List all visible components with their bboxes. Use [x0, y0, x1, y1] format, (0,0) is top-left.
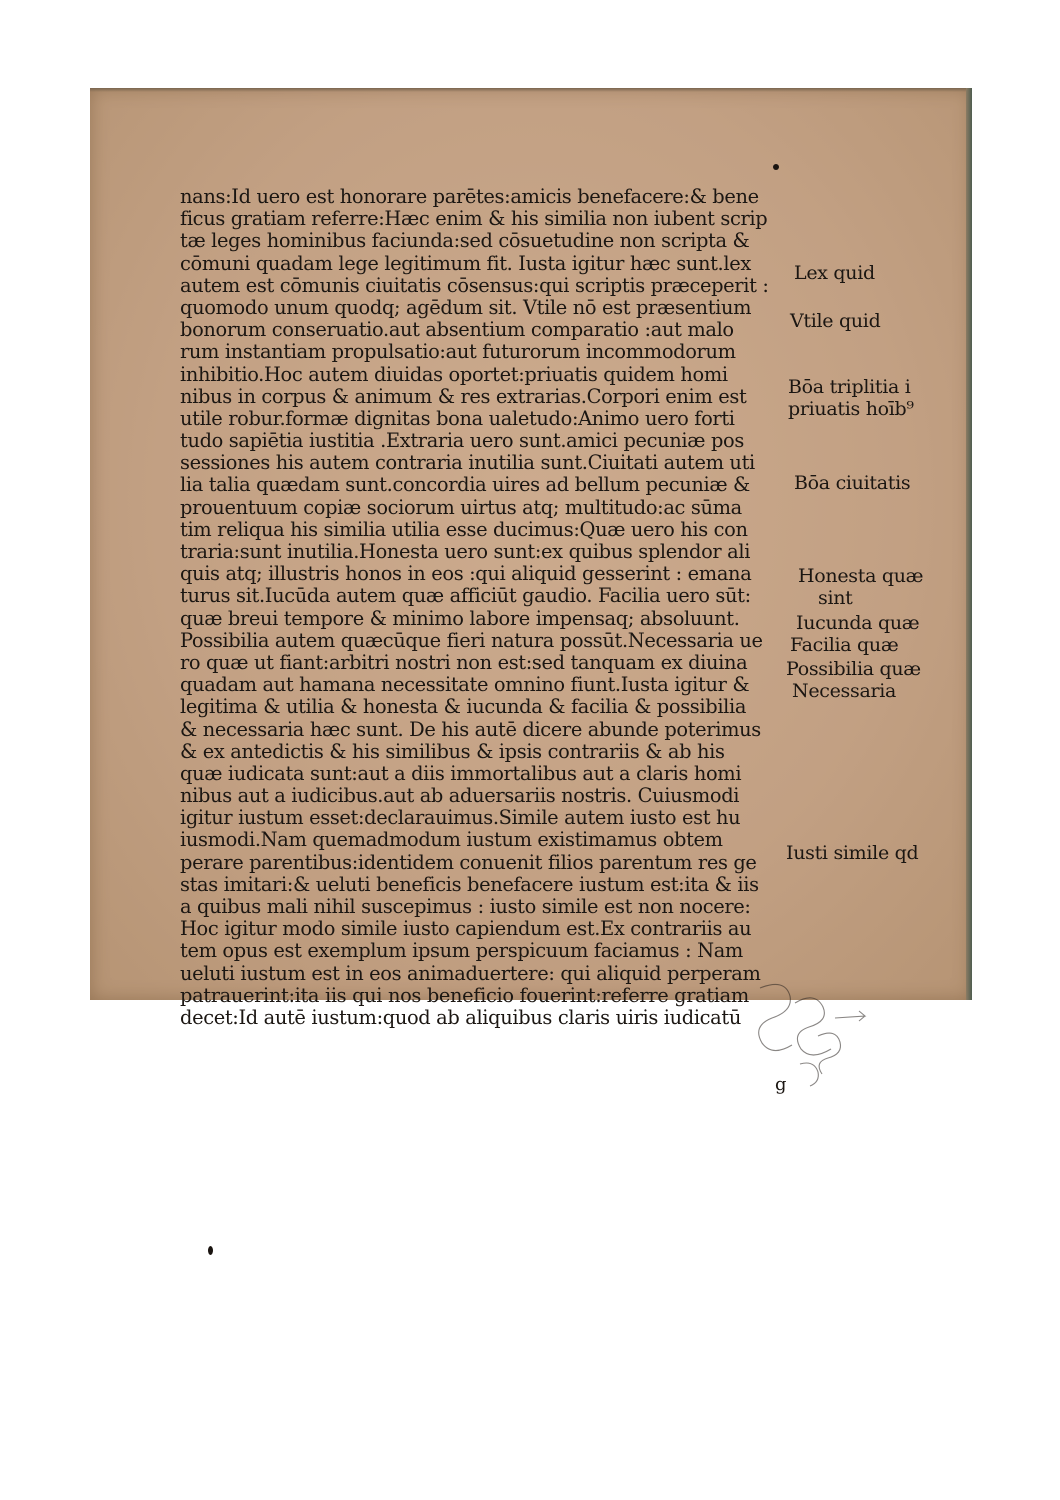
text-line: & ex antedictis & his similibus & ipsis contrariis & ab his — [180, 739, 725, 763]
text-line: legitima & utilia & honesta & iucunda & facilia & possibilia — [180, 695, 747, 719]
margin-note-utile-quid: Vtile quid — [790, 310, 881, 332]
text-line: inhibitio.Hoc autem diuidas oportet:priuatis quidem homi — [180, 362, 728, 386]
text-line: sessiones his autem contraria inutilia sunt.Ciuitati autem uti — [180, 451, 755, 475]
text-line: cōmuni quadam lege legitimum fit. Iusta igitur hæc sunt.lex — [180, 251, 751, 275]
text-line: utile robur.formæ dignitas bona ualetudo:Animo uero forti — [180, 406, 735, 430]
text-line: traria:sunt inutilia.Honesta uero sunt:ex quibus splendor ali — [180, 540, 751, 563]
text-line: perare parentibus:identidem conuenit filios parentum res ge — [180, 850, 757, 874]
text-line: quæ breui tempore & minimo labore impensaq; absoluunt. — [180, 606, 740, 630]
text-line: quadam aut hamana necessitate omnino fiunt.Iusta igitur & — [180, 673, 750, 697]
margin-note-iusti-simile: Iusti simile qd — [786, 842, 919, 864]
text-line: iusmodi.Nam quemadmodum iustum existimamus obtem — [180, 828, 723, 852]
text-line: tæ leges hominibus faciunda:sed cōsuetudine non scripta & — [180, 229, 750, 253]
text-line: stas imitari:& ueluti beneficis benefacere iustum est:ita & iis — [180, 872, 759, 896]
margin-note-iucunda: Iucunda quæ — [796, 612, 920, 634]
margin-note-facilia: Facilia quæ — [790, 634, 899, 656]
margin-note-possibilia: Possibilia quæ — [786, 658, 921, 680]
margin-note-lex-quid: Lex quid — [794, 262, 875, 284]
text-line: tim reliqua his similia utilia esse ducimus:Quæ uero his con — [180, 517, 748, 541]
text-line: nibus in corpus & animum & res extrarias.Corpori enim est — [180, 384, 747, 408]
text-line: quæ iudicata sunt:aut a diis immortalibus aut a claris homi — [180, 761, 742, 785]
text-line: autem est cōmunis ciuitatis cōsensus:qui scriptis præceperit : — [180, 273, 769, 297]
book-page — [90, 88, 972, 1095]
text-line: & necessaria hæc sunt. De his autē dicere abunde poterimus — [180, 717, 761, 741]
text-line: igitur iustum esset:declarauimus.Simile autem iusto est hu — [180, 806, 741, 830]
ink-dot-bottom — [208, 1246, 213, 1255]
text-line: decet:Id autē iustum:quod ab aliquibus claris uiris iudicatū — [180, 1005, 741, 1029]
text-line: quis atq; illustris honos in eos :qui aliquid gesserint : emana — [180, 562, 752, 586]
margin-note-bona-priuatis-2: priuatis hoīb⁹ — [788, 398, 914, 420]
text-line: tudo sapiētia iustitia .Extraria uero sunt.amici pecuniæ pos — [180, 429, 744, 453]
text-line: patrauerint:ita iis qui nos beneficio fouerint:referre gratiam — [180, 983, 749, 1007]
signature-mark: g — [775, 1074, 787, 1095]
text-line: bonorum conseruatio.aut absentium comparatio :aut malo — [180, 318, 734, 342]
text-line: ro quæ ut fiant:arbitri nostri non est:sed tanquam ex diuina — [180, 650, 748, 674]
text-line: ueluti iustum est in eos animaduertere: qui aliquid perperam — [180, 961, 761, 985]
page-right-edge — [966, 88, 972, 1000]
text-line: a quibus mali nihil suscepimus : iusto simile est non nocere: — [180, 895, 751, 918]
text-line: prouentuum copiæ sociorum uirtus atq; multitudo:ac sūma — [180, 495, 742, 519]
text-line: Hoc igitur modo simile iusto capiendum est.Ex contrariis au — [180, 917, 752, 941]
text-line: nibus aut a iudicibus.aut ab aduersariis nostris. Cuiusmodi — [180, 784, 740, 808]
text-line: lia talia quædam sunt.concordia uires ad bellum pecuniæ & — [180, 473, 750, 497]
margin-note-honesta-1: Honesta quæ — [798, 565, 924, 587]
margin-note-necessaria: Necessaria — [792, 680, 897, 702]
margin-note-bona-ciuitatis: Bōa ciuitatis — [794, 472, 911, 494]
margin-note-honesta-2: sint — [818, 587, 853, 609]
margin-note-bona-priuatis-1: Bōa triplitia i — [788, 376, 911, 398]
text-line: turus sit.Iucūda autem quæ afficiūt gaudio. Facilia uero sūt: — [180, 584, 751, 608]
text-line: tem opus est exemplum ipsum perspicuum faciamus : Nam — [180, 939, 743, 963]
ink-dot-top — [773, 164, 779, 170]
library-stamp-watermark — [740, 968, 890, 1108]
text-line: quomodo unum quodq; agēdum sit. Vtile nō est præsentium — [180, 295, 752, 319]
text-line: Possibilia autem quæcūque fieri natura possūt.Necessaria ue — [180, 628, 763, 652]
text-line: rum instantiam propulsatio:aut futurorum incommodorum — [180, 340, 736, 364]
main-text-block — [180, 186, 820, 1029]
page-top-edge — [90, 88, 972, 92]
text-line: ficus gratiam referre:Hæc enim & his similia non iubent scrip — [180, 207, 768, 231]
text-line: nans:Id uero est honorare parētes:amicis benefacere:& bene — [180, 185, 759, 208]
